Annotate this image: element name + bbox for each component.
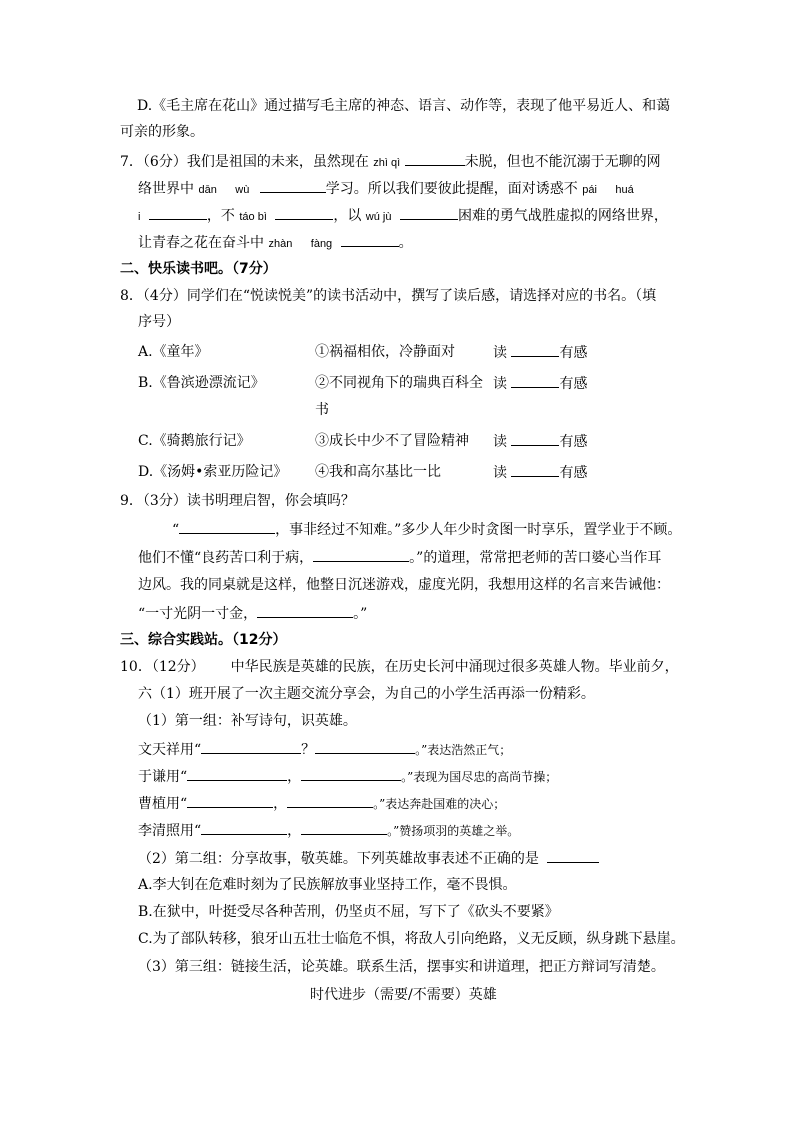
q9-para4 [138,603,367,624]
q9-text: ，事非经过不知难。”多少人年少时贪图一时享乐，置学业于不顾。 [275,522,682,538]
blank-read-2[interactable] [511,373,559,388]
q7-text: 未脱，但也不能沉溺于无聊的网 [464,154,661,170]
q9-para2 [138,547,661,568]
q7-score: （6分） [142,154,187,170]
q7-line3 [138,205,668,227]
pinyin-paihuai-1: pái [582,184,597,196]
q10-text: 。”表现为国尽忠的高尚节操； [401,770,558,784]
q9-line1: 9．（3分）读书明理启智，你会填吗？ [120,493,355,509]
debate-topic: 时代进步（需要/不需要）英雄 [310,987,497,1003]
read-suffix: 有感 [559,376,588,392]
blank-paihuai[interactable] [149,205,207,220]
blank-wen-1[interactable] [201,739,301,754]
pinyin-paihuai-3: i [138,211,141,223]
book-d: D.《汤姆•索亚历险记》 [138,464,288,480]
q10-line1 [120,657,679,677]
q10-score: 10．（12分） [120,659,205,675]
q9-text: 。” [353,606,368,622]
blank-danwu[interactable] [260,178,326,193]
q10-text: 。”赞扬项羽的英雄之举。 [387,824,520,838]
q10-group1: （1）第一组：补写诗句，识英雄。 [138,713,357,729]
q7-text: 。 [398,235,413,251]
blank-wuju[interactable] [400,205,458,220]
q8-line1: 8．（4分）同学们在“悦读悦美”的读书活动中，撰写了读后感，请选择对应的书名。（填 [120,288,657,304]
blank-yu-2[interactable] [301,766,401,781]
topic-4: ④我和高尔基比一比 [315,464,441,480]
q10-text: 李清照用“ [138,823,202,839]
q10-group3: （3）第三组：链接生活，论英雄。联系生活，摆事实和讲道理，把正方辩词写清楚。 [138,959,665,975]
pinyin-paihuai-2: huá [615,184,634,196]
poem-wentianxiang [138,739,511,760]
q10-text: ， [287,823,302,839]
q10-line2: 六（1）班开展了一次主题交流分享会，为自己的小学生活再添一份精彩。 [138,686,595,702]
q7-text: ，不 [206,208,235,224]
q8-line2: 序号） [138,314,180,330]
blank-q9-3[interactable] [257,603,353,618]
read-suffix: 有感 [559,465,588,481]
q10-text: ？ [301,742,316,758]
topic-1: ①祸福相依，冷静面对 [315,344,455,360]
read-prefix: 读 [493,434,507,450]
book-b: B.《鲁滨逊漂流记》 [138,375,265,391]
blank-read-1[interactable] [511,342,559,357]
read-prefix: 读 [493,465,507,481]
blank-wen-2[interactable] [315,739,415,754]
q7-text: ，以 [333,208,362,224]
pinyin-wuju: wú jù [365,211,392,223]
blank-li-1[interactable] [201,820,287,835]
q10-option-c: C.为了部队转移，狼牙山五壮士临危不惧，将敌人引向绝路，义无反顾，纵身跳下悬崖。 [138,931,685,947]
q10-option-b: B.在狱中，叶挺受尽各种苦刑，仍坚贞不屈，写下了《砍头不要紧》 [138,904,559,920]
pinyin-zhanfang-2: fàng [310,238,333,250]
blank-read-4[interactable] [511,462,559,477]
blank-read-3[interactable] [511,431,559,446]
read-prefix: 读 [493,345,507,361]
q10-text: 文天祥用“ [138,742,202,758]
blank-yu-1[interactable] [187,766,287,781]
topic-2-wrap: 书 [315,402,329,418]
section-3-title: 三、综合实践站。（12分） [120,632,287,648]
blank-q9-2[interactable] [313,547,409,562]
book-a: A.《童年》 [138,344,209,360]
q10-text: （2）第二组：分享故事，敬英雄。下列英雄故事表述不正确的是 [138,851,539,867]
q7-line1 [120,151,661,173]
poem-caozhi [138,793,505,814]
q9-text: “ [172,522,180,538]
blank-li-2[interactable] [301,820,387,835]
read-row-3 [493,431,587,452]
q7-text: 困难的勇气战胜虚拟的网络世界， [457,208,668,224]
read-suffix: 有感 [559,434,588,450]
q7-line2 [138,178,634,200]
read-row-1 [493,342,587,363]
blank-zhiqi[interactable] [405,151,465,166]
q7-text: 络世界中 [138,181,194,197]
q9-text: “一寸光阴一寸金， [138,606,258,622]
pinyin-zhiqi: zhì qì [373,157,401,169]
pinyin-taobi: táo bì [239,211,267,223]
q10-text: 于谦用“ [138,769,188,785]
blank-cao-1[interactable] [187,793,273,808]
q7-text: 我们是祖国的未来，虽然现在 [186,154,369,170]
q7-text: 让青春之花在奋斗中 [138,235,264,251]
topic-2: ②不同视角下的瑞典百科全 [315,375,483,391]
q7-text: 学习。所以我们要彼此提醒，面对诱惑不 [325,181,578,197]
read-row-2 [493,373,587,394]
q10-group2 [138,848,599,869]
poem-yuqian [138,766,557,787]
topic-3: ③成长中少不了冒险精神 [315,433,469,449]
blank-cao-2[interactable] [287,793,373,808]
q9-text: 他们不懂“良药苦口利于病， [138,550,314,566]
book-c: C.《骑鹅旅行记》 [138,433,251,449]
blank-group2[interactable] [547,848,599,863]
q10-option-a: A.李大钊在危难时刻为了民族解放事业坚持工作，毫不畏惧。 [138,877,517,893]
pinyin-zhanfang-1: zhàn [268,238,293,250]
q7-number: 7． [120,154,143,170]
q7-line4 [138,232,413,254]
read-prefix: 读 [493,376,507,392]
q6-option-d-line2: 可亲的形象。 [120,124,204,140]
q10-text: ， [287,769,302,785]
pinyin-danwu-2: wù [235,184,250,196]
section-2-title: 二、快乐读书吧。（7分） [120,261,277,277]
q10-text: 中华民族是英雄的民族，在历史长河中涌现过很多英雄人物。毕业前夕， [230,659,679,675]
q9-para1 [172,519,681,540]
q10-text: 。”表达奔赴国难的决心； [373,797,506,811]
q10-text: 曹植用“ [138,796,188,812]
q10-text: ， [273,796,288,812]
read-row-4 [493,462,587,483]
blank-taobi[interactable] [275,205,333,220]
blank-zhanfang[interactable] [341,232,399,247]
read-suffix: 有感 [559,345,588,361]
pinyin-danwu-1: dān [198,184,217,196]
blank-q9-1[interactable] [179,519,275,534]
q9-para3: 边风。我的同桌就是这样，他整日沉迷游戏，虚度光阴，我想用这样的名言来告诫他： [138,577,670,593]
q9-text: 。”的道理，常常把老师的苦口婆心当作耳 [409,550,662,566]
q10-text: 。”表达浩然正气； [415,743,512,757]
q6-option-d-line1: D.《毛主席在花山》通过描写毛主席的神态、语言、动作等，表现了他平易近人、和蔼 [137,98,671,114]
poem-liqingzhao [138,820,519,841]
